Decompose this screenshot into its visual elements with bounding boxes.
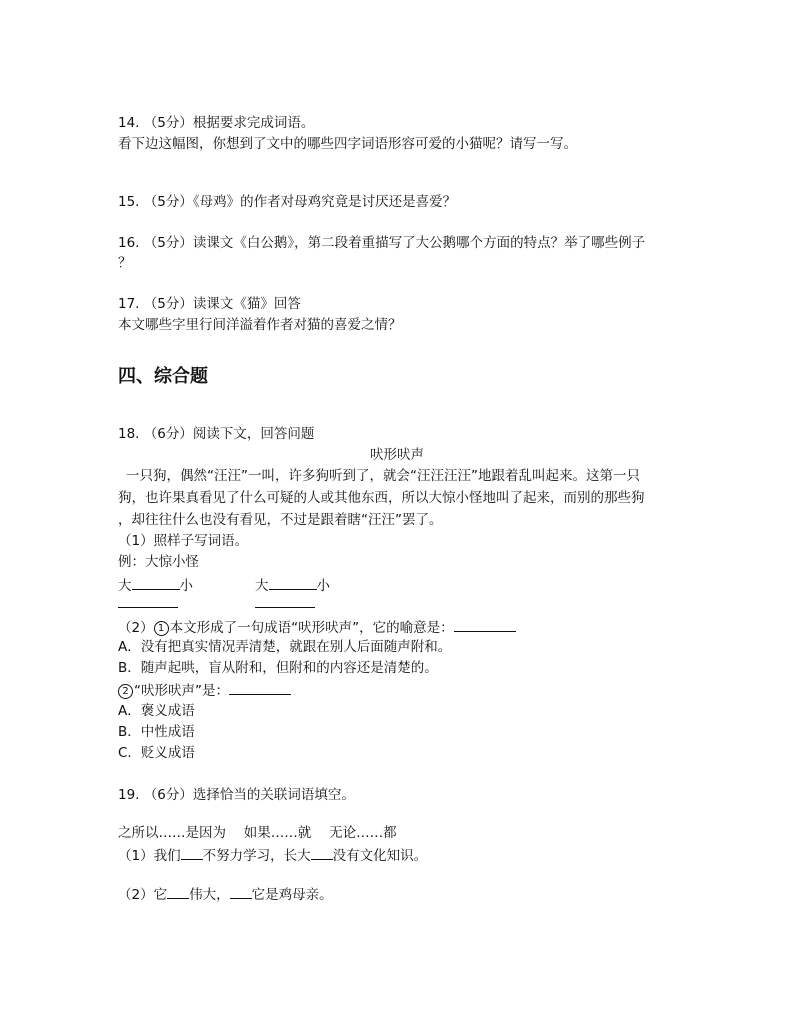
sub2-prefix: （2） — [118, 620, 154, 636]
circled-one-icon: 1 — [154, 621, 169, 636]
sub2-text: 本文形成了一句成语“吠形吠声”，它的喻意是： — [169, 620, 454, 636]
blank-1[interactable] — [132, 575, 180, 590]
sub-question-1: （1）照样子写词语。 — [118, 533, 249, 549]
q17-title: 17. （5分）读课文《猫》回答 — [118, 296, 301, 312]
q17-line1: 本文哪些字里行间洋溢着作者对猫的喜爱之情？ — [118, 317, 402, 333]
q19-title: 19. （6分）选择恰当的关联词语填空。 — [118, 787, 355, 803]
q18-title: 18. （6分）阅读下文，回答问题 — [118, 426, 315, 442]
char-xiao-2: 小 — [316, 578, 330, 594]
s2-blank-1[interactable] — [167, 884, 189, 899]
section-heading: 四、综合题 — [118, 366, 208, 387]
option-c2: C．贬义成语 — [118, 745, 195, 761]
s1-blank-1[interactable] — [181, 845, 203, 860]
option-b: B．随声起哄，盲从附和，但附和的内容还是清楚的。 — [118, 660, 438, 676]
sub-question-2b — [118, 680, 291, 700]
sentence-2 — [118, 884, 333, 904]
option-b2: B．中性成语 — [118, 724, 195, 740]
blank-4[interactable] — [255, 607, 315, 608]
passage-title: 吠形吠声 — [370, 447, 424, 463]
q14-line1: 看下边这幅图，你想到了文中的哪些四字词语形容可爱的小猫呢？请写一写。 — [118, 136, 577, 152]
s1-part-c: 没有文化知识。 — [332, 848, 428, 864]
example-text: 例：大惊小怪 — [118, 554, 199, 570]
char-xiao-1: 小 — [179, 578, 193, 594]
sub2b-text: “吠形吠声”是： — [134, 683, 229, 699]
s2-part-b: 伟大， — [189, 887, 230, 903]
q14-title: 14. （5分）根据要求完成词语。 — [118, 115, 315, 131]
s2-blank-2[interactable] — [230, 884, 252, 899]
s2-part-a: （2）它 — [118, 887, 168, 903]
passage-line1: 一只狗，偶然“汪汪”一叫，许多狗听到了，就会“汪汪汪汪”地跟着乱叫起来。这第一只 — [126, 468, 640, 484]
blank-3[interactable] — [118, 607, 178, 608]
option-a: A．没有把真实情况弄清楚，就跟在别人后面随声附和。 — [118, 639, 452, 655]
s1-blank-2[interactable] — [311, 845, 333, 860]
s1-part-a: （1）我们 — [118, 848, 181, 864]
q16-title: 16. （5分）读课文《白公鹅》，第二段着重描写了大公鹅哪个方面的特点？举了哪些例子 — [118, 235, 646, 251]
word-blank-row-2 — [255, 575, 330, 595]
passage-line3: ，却往往什么也没有看见，不过是跟着瞎“汪汪”罢了。 — [118, 512, 443, 528]
blank-2[interactable] — [269, 575, 317, 590]
type-blank[interactable] — [229, 680, 291, 695]
meaning-blank[interactable] — [454, 617, 516, 632]
option-a2: A．褒义成语 — [118, 703, 195, 719]
word-blank-row — [118, 575, 193, 595]
char-da-1: 大 — [118, 578, 132, 594]
sub-question-2 — [118, 617, 516, 637]
s2-part-c: 它是鸡母亲。 — [251, 887, 333, 903]
q15-title: 15. （5分）《母鸡》的作者对母鸡究竟是讨厌还是喜爱？ — [118, 194, 457, 210]
char-da-2: 大 — [255, 578, 269, 594]
q16-cont: ？ — [118, 255, 132, 271]
passage-line2: 狗，也许果真看见了什么可疑的人或其他东西，所以大惊小怪地叫了起来，而别的那些狗 — [118, 490, 645, 506]
sentence-1 — [118, 845, 427, 865]
word-choices: 之所以……是因为 如果……就 无论……都 — [118, 825, 397, 841]
s1-part-b: 不努力学习，长大 — [202, 848, 311, 864]
circled-two-icon: 2 — [118, 684, 133, 699]
